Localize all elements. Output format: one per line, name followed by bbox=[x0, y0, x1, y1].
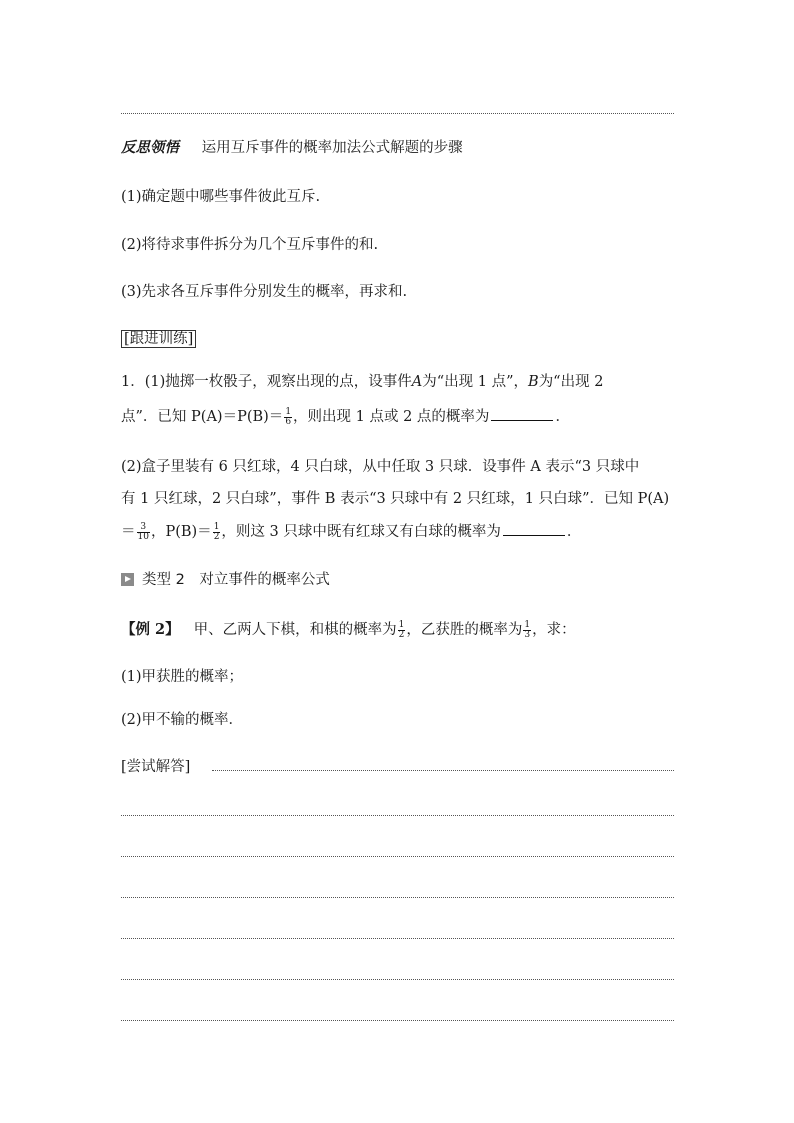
reflection-step-3: (3)先求各互斥事件分别发生的概率，再求和. bbox=[121, 284, 408, 300]
answer-blank-1[interactable] bbox=[491, 406, 553, 421]
answer-line-7[interactable] bbox=[121, 1020, 674, 1021]
question-1-line-1: 1．(1)抛掷一枚骰子，观察出现的点，设事件A为“出现 1 点”，B为“出现 2 bbox=[121, 374, 604, 390]
fraction-one-half: $\frac{1}{2}$ bbox=[213, 521, 220, 542]
answer-line-6[interactable] bbox=[121, 979, 674, 980]
example-2-part-2: (2)甲不输的概率． bbox=[121, 712, 244, 728]
answer-line-5[interactable] bbox=[121, 938, 674, 939]
reflection-heading bbox=[121, 138, 681, 158]
training-label: [跟进训练] bbox=[121, 329, 681, 349]
answer-line-2[interactable] bbox=[121, 815, 674, 816]
reflection-step-1: (1)确定题中哪些事件彼此互斥. bbox=[121, 189, 321, 205]
example-2-line: 【例 2】 甲、乙两人下棋，和棋的概率为 $\frac{1}{2}$ ，乙获胜的概率为 $\frac{1}{3}$ ，求： bbox=[121, 619, 576, 640]
question-2-line-2: 有 1 只红球，2 只白球”，事件 B 表示“3 只球中有 2 只红球，1 只白球”．已知 P(A) bbox=[121, 491, 670, 507]
answer-line-3[interactable] bbox=[121, 856, 674, 857]
fraction-three-tenths: $\frac{3}{10}$ bbox=[137, 521, 149, 542]
question-2-line-1: (2)盒子里装有 6 只红球，4 只白球，从中任取 3 只球．设事件 A 表示“3 只球中 bbox=[121, 459, 640, 475]
question-1-line-2: 点”．已知 P(A)＝P(B)＝ $\frac{1}{6}$ ，则出现 1 点或 2 点的概率为 ． bbox=[121, 406, 570, 427]
example-2-part-1: (1)甲获胜的概率； bbox=[121, 669, 244, 685]
top-divider bbox=[121, 113, 674, 114]
fraction-one-sixth: $\frac{1}{6}$ bbox=[285, 406, 292, 427]
play-triangle-icon bbox=[121, 573, 134, 586]
fraction-one-third: $\frac{1}{3}$ bbox=[524, 619, 531, 640]
reflection-step-2: (2)将待求事件拆分为几个互斥事件的和. bbox=[121, 237, 379, 253]
answer-line-1[interactable] bbox=[212, 770, 674, 771]
probability-expression: P(A)＝P(B)＝ bbox=[191, 409, 284, 425]
reflection-title: 反思领悟 bbox=[121, 140, 179, 156]
fraction-one-half-draw: $\frac{1}{2}$ bbox=[398, 619, 405, 640]
reflection-subtitle: 运用互斥事件的概率加法公式解题的步骤 bbox=[201, 140, 463, 156]
answer-blank-2[interactable] bbox=[503, 521, 565, 536]
answer-line-4[interactable] bbox=[121, 897, 674, 898]
attempt-label: [尝试解答] bbox=[121, 759, 191, 775]
example-2-label: 【例 2】 bbox=[121, 621, 180, 638]
type-2-heading: 类型 2 对立事件的概率公式 bbox=[121, 570, 681, 590]
question-2-line-3: ＝ $\frac{3}{10}$ ，P(B)＝ $\frac{1}{2}$ ，则这 3 只球中既有红球又有白球的概率为 ． bbox=[121, 521, 582, 542]
